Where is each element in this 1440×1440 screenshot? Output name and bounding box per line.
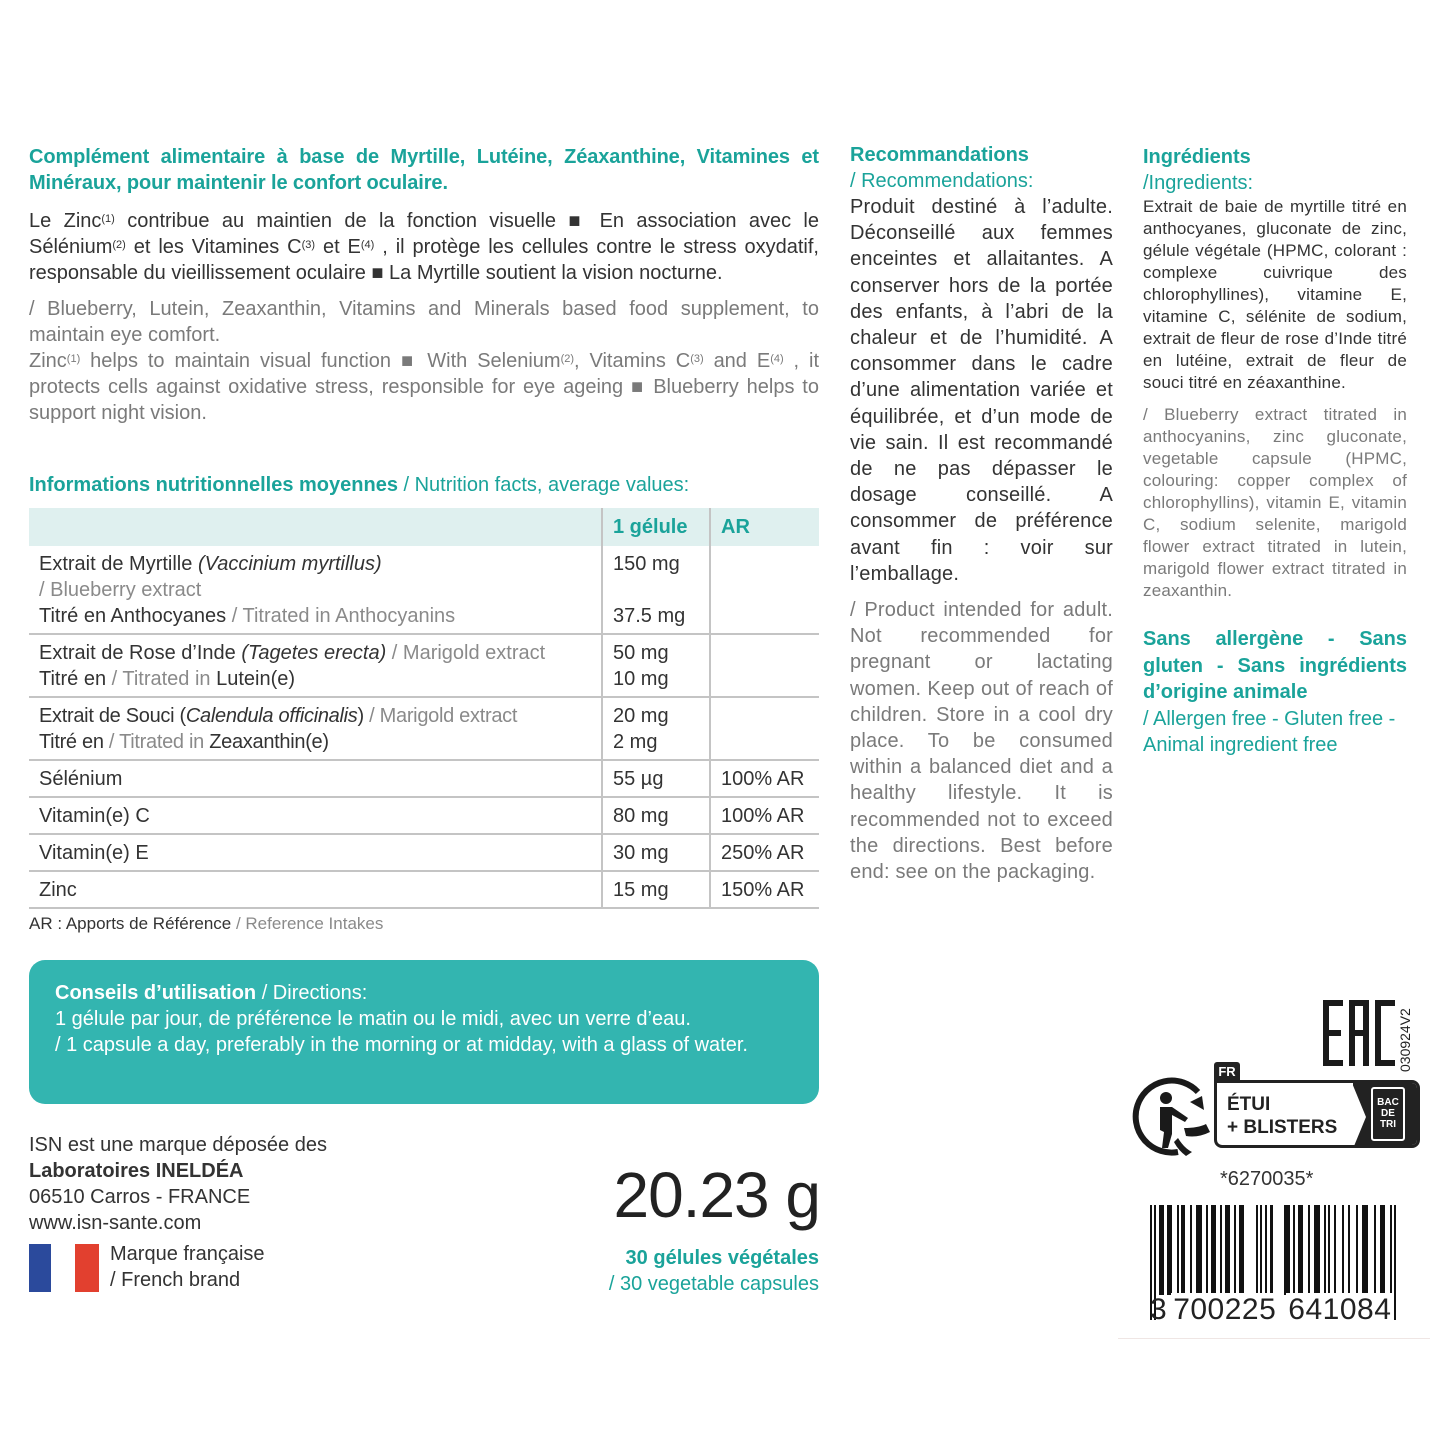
text: / Marigold extract bbox=[386, 642, 546, 664]
net-weight: 20.23 g bbox=[613, 1159, 820, 1231]
benefits-fr bbox=[29, 208, 819, 286]
allergen-info-fr: Sans allergène - Sans gluten - Sans ingrédients d’origine animale bbox=[1143, 628, 1407, 703]
text: Extrait de Souci ( bbox=[39, 705, 186, 727]
footnote: (2) bbox=[560, 353, 575, 365]
value: 150 mg bbox=[613, 553, 680, 575]
french-flag-icon bbox=[29, 1244, 99, 1292]
text: Titré en Anthocyanes bbox=[39, 605, 227, 627]
ingredient-cell bbox=[29, 634, 602, 697]
note-en: / Reference Intakes bbox=[231, 914, 384, 933]
ingredients-title: Ingrédients bbox=[1143, 146, 1251, 168]
french-brand-label bbox=[110, 1241, 265, 1293]
header-cell-ar: AR bbox=[710, 508, 819, 546]
text: Titré en bbox=[39, 668, 107, 690]
ar-cell bbox=[710, 634, 819, 697]
text: Extrait de Myrtille bbox=[39, 553, 198, 575]
flag-red-stripe bbox=[75, 1244, 99, 1292]
ar-cell bbox=[710, 697, 819, 760]
value: 50 mg bbox=[613, 642, 669, 664]
value-cell: 30 mg bbox=[602, 834, 710, 871]
title-en: / Nutrition facts, average values: bbox=[397, 474, 690, 496]
capsules-en: / 30 vegetable capsules bbox=[608, 1273, 819, 1295]
text: Extrait de Rose d’Inde bbox=[39, 642, 242, 664]
bin-text: BAC bbox=[1377, 1097, 1399, 1108]
bin-area bbox=[1353, 1083, 1417, 1148]
label-body bbox=[1214, 1080, 1420, 1148]
value-cell: 15 mg bbox=[602, 871, 710, 908]
sorting-info-label bbox=[1214, 1062, 1420, 1150]
product-reference-code: *6270035* bbox=[1220, 1168, 1314, 1190]
product-headline: Complément alimentaire à base de Myrtille, Lutéine, Zéaxanthine, Vitamines et Minéraux, pour maintenir le confort oculaire. bbox=[29, 146, 819, 194]
eac-code-text: 030924V2 bbox=[1397, 1008, 1413, 1072]
value: 2 mg bbox=[613, 731, 658, 753]
value-cell bbox=[602, 697, 710, 760]
brand-fr: Marque française bbox=[110, 1243, 265, 1265]
footnote: (1) bbox=[101, 213, 115, 225]
text: Le Zinc bbox=[29, 210, 102, 232]
ingredient-cell: Vitamin(e) E bbox=[29, 834, 602, 871]
text: , il protège les cellules contre le stress oxydatif, responsable du vieillissement oculaire ■ La Myrtille soutient la vision nocturne. bbox=[29, 236, 819, 284]
latin-name: Calendula officinalis bbox=[185, 705, 358, 727]
bottom-divider bbox=[1118, 1338, 1430, 1339]
barcode-group-1: 700225 bbox=[1173, 1293, 1277, 1326]
capsule-count bbox=[609, 1245, 819, 1297]
table-row bbox=[29, 760, 819, 797]
intro-section bbox=[29, 144, 819, 426]
barcode-group-2: 641084 bbox=[1288, 1293, 1392, 1326]
eac-code bbox=[1397, 996, 1417, 1072]
recommendations-text-en: / Product intended for adult. Not recommended for pregnant or lactating women. Keep out of reach of children. Store in a cool dry place. To be consumed within a balanced diet and a healthy lifestyle. It is recommended not to exceed the directions. Best before end: see on the packaging. bbox=[850, 599, 1113, 884]
bin-text: DE bbox=[1381, 1108, 1395, 1119]
directions-text-en: / 1 capsule a day, preferably in the morning or at midday, with a glass of water. bbox=[55, 1034, 748, 1056]
capsules-fr: 30 gélules végétales bbox=[625, 1247, 819, 1269]
ar-cell: 150% AR bbox=[710, 871, 819, 908]
text: / Marigold extract bbox=[363, 705, 518, 727]
ingredient-cell: Zinc bbox=[29, 871, 602, 908]
value-cell: 55 µg bbox=[602, 760, 710, 797]
text: Zinc bbox=[29, 350, 67, 372]
nutrition-title bbox=[29, 472, 689, 498]
table-header-row bbox=[29, 508, 819, 546]
value-cell: 80 mg bbox=[602, 797, 710, 834]
text: et les Vitamines C bbox=[125, 236, 302, 258]
ingredient-cell bbox=[29, 546, 602, 634]
headline-en: / Blueberry, Lutein, Zeaxanthin, Vitamins and Minerals based food supplement, to maintain eye comfort. bbox=[29, 298, 819, 346]
label-text bbox=[1227, 1093, 1337, 1139]
text: and E bbox=[703, 350, 771, 372]
text: / Titrated in Anthocyanins bbox=[226, 605, 456, 627]
table-row bbox=[29, 697, 819, 760]
barcode-first-digit: 3 bbox=[1150, 1293, 1168, 1326]
value-cell bbox=[602, 634, 710, 697]
footnote: (4) bbox=[360, 239, 375, 251]
allergen-info-en: / Allergen free - Gluten free - Animal ingredient free bbox=[1143, 707, 1396, 756]
table-row bbox=[29, 546, 819, 634]
recycling-bin-icon bbox=[1371, 1087, 1405, 1141]
barcode-number bbox=[1150, 1293, 1393, 1327]
title-fr: Conseils d’utilisation bbox=[55, 982, 257, 1004]
text: / Blueberry extract bbox=[39, 579, 202, 601]
ingredient-cell: Sélénium bbox=[29, 760, 602, 797]
trademark-line: ISN est une marque déposée des bbox=[29, 1134, 327, 1156]
text: , it protects cells against oxidative stress, responsible for eye ageing ■ Blueberry helps to support night vision. bbox=[29, 350, 820, 424]
text: / Titrated in bbox=[103, 731, 210, 753]
flag-blue-stripe bbox=[29, 1244, 51, 1292]
text: Titré en bbox=[39, 731, 104, 753]
bin-text: TRI bbox=[1379, 1119, 1397, 1130]
title-fr: Informations nutritionnelles moyennes bbox=[29, 474, 398, 496]
recommendations-text-fr: Produit destiné à l’adulte. Déconseillé aux femmes enceintes et allaitantes. A conserver hors de la portée des enfants, à l’abri de la chaleur et de l’humidité. A consommer dans le cadre d’une alimentation variée et équilibrée, et d’un mode de vie sain. Il est recommandé de ne pas dépasser le dosage conseillé. A consommer de préférence avant fin : voir sur l’emballage. bbox=[850, 196, 1113, 585]
recommendations-title: Recommandations bbox=[850, 144, 1029, 166]
text: ) bbox=[357, 705, 364, 727]
brand-en: / French brand bbox=[110, 1269, 241, 1291]
value: 10 mg bbox=[613, 668, 669, 690]
value-cell bbox=[602, 546, 710, 634]
ingredients-subtitle: /Ingredients: bbox=[1143, 172, 1254, 194]
footnote: (4) bbox=[770, 353, 784, 365]
ar-cell: 100% AR bbox=[710, 797, 819, 834]
footnote: (1) bbox=[66, 353, 81, 365]
company-name: Laboratoires INELDÉA bbox=[29, 1160, 244, 1182]
ar-cell bbox=[710, 546, 819, 634]
directions-title bbox=[55, 980, 793, 1006]
directions-text-fr: 1 gélule par jour, de préférence le matin ou le midi, avec un verre d’eau. bbox=[55, 1008, 691, 1030]
ingredients-section bbox=[1143, 144, 1407, 759]
nutrition-table bbox=[29, 508, 819, 909]
header-cell-per-capsule: 1 gélule bbox=[602, 508, 710, 546]
table-row bbox=[29, 834, 819, 871]
benefits-en bbox=[29, 348, 819, 426]
note-fr: AR : Apports de Référence bbox=[29, 914, 232, 933]
text: et E bbox=[315, 236, 361, 258]
text: Zeaxanthin(e) bbox=[209, 731, 329, 753]
label-line-1: ÉTUI bbox=[1227, 1094, 1271, 1115]
latin-name: (Vaccinium myrtillus) bbox=[197, 553, 382, 575]
ingredients-text-fr: Extrait de baie de myrtille titré en anthocyanes, gluconate de zinc, gélule végétale (HPMC, colorant : complexe cuivrique des chlorophyllines), vitamine E, vitamine C, sélénite de sodium, extrait de fleur de rose d’Inde titré en lutéine, extrait de fleur de souci titré en zéaxanthine. bbox=[1143, 197, 1407, 392]
recommendations-subtitle: / Recommendations: bbox=[850, 170, 1034, 192]
value: 20 mg bbox=[613, 705, 669, 727]
ingredient-cell: Vitamin(e) C bbox=[29, 797, 602, 834]
company-website: www.isn-sante.com bbox=[29, 1212, 202, 1234]
recommendations-section bbox=[850, 142, 1113, 885]
text: Lutein(e) bbox=[216, 668, 296, 690]
text: helps to maintain visual function ■ With Selenium bbox=[80, 350, 561, 372]
company-city: 06510 Carros - FRANCE bbox=[29, 1186, 251, 1208]
header-cell bbox=[29, 508, 602, 546]
eac-certification-icon bbox=[1323, 1000, 1395, 1066]
title-en: / Directions: bbox=[256, 982, 368, 1004]
ingredients-text-en: / Blueberry extract titrated in anthocyanins, zinc gluconate, vegetable capsule (HPMC, colouring: copper complex of chlorophyllins), vitamin E, vitamin C, sodium selenite, marigold flower extract titrated in lutein, marigold flower extract titrated in zeaxanthin. bbox=[1143, 405, 1407, 600]
table-row bbox=[29, 797, 819, 834]
directions-box bbox=[29, 960, 819, 1104]
ingredient-cell bbox=[29, 697, 602, 760]
ar-cell: 100% AR bbox=[710, 760, 819, 797]
table-row bbox=[29, 634, 819, 697]
triman-recycling-icon bbox=[1128, 1072, 1214, 1158]
ar-cell: 250% AR bbox=[710, 834, 819, 871]
latin-name: (Tagetes erecta) bbox=[241, 642, 387, 664]
text: contribue au maintien de la fonction visuelle ■ En association avec le Sélénium bbox=[29, 210, 819, 258]
footnote: (3) bbox=[301, 239, 316, 251]
company-address bbox=[29, 1132, 327, 1236]
label-line-2: + BLISTERS bbox=[1227, 1117, 1338, 1138]
footnote: (3) bbox=[690, 353, 704, 365]
value: 37.5 mg bbox=[613, 605, 686, 627]
table-row bbox=[29, 871, 819, 908]
footnote: (2) bbox=[112, 239, 126, 251]
reference-intakes-note bbox=[29, 914, 383, 934]
text: / Titrated in bbox=[106, 668, 217, 690]
region-tab: FR bbox=[1214, 1062, 1240, 1082]
label-arrow-shape bbox=[1352, 1083, 1368, 1148]
text: , Vitamins C bbox=[574, 350, 691, 372]
